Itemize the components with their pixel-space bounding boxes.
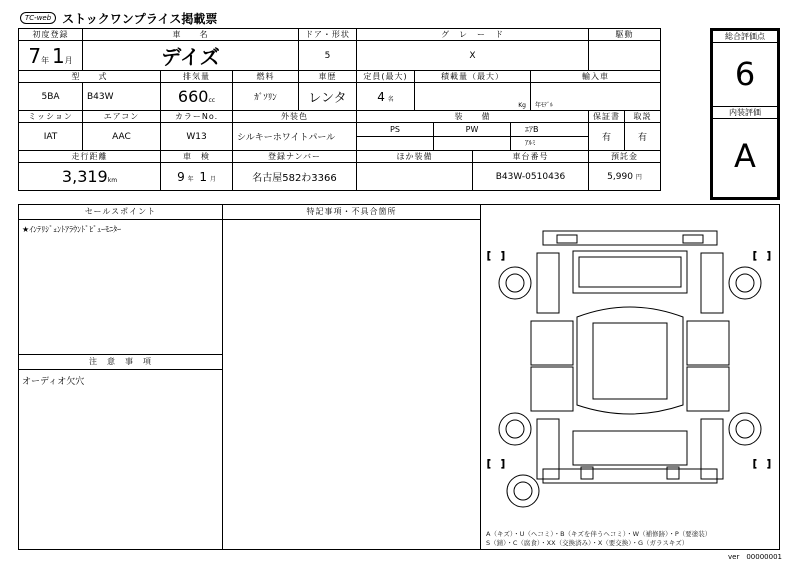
rear-bumper-icon [543, 469, 717, 483]
sales-point-text: ★ｲﾝﾃﾘｼﾞｪﾝﾄｱﾗｳﾝﾄﾞﾋﾞｭｰﾓﾆﾀｰ [22, 225, 122, 234]
model-prefix: 5BA [19, 83, 83, 111]
equip-alloy: ｱﾙﾐ [525, 139, 536, 147]
label-grade: グ レ ー ド [357, 29, 589, 41]
label-color: 外装色 [233, 111, 357, 123]
legend [486, 530, 711, 548]
door-front-left-icon [531, 321, 573, 365]
interior-score: A [734, 137, 756, 175]
inspection: 9 年 1 月 [161, 163, 233, 191]
header [20, 10, 217, 26]
front-lamp-left-icon [557, 235, 577, 243]
page-title: ストックワンプライス掲載票 [62, 11, 218, 26]
grade: X [357, 41, 589, 71]
mileage: 3,319km [19, 163, 161, 191]
label-mileage: 走行距離 [19, 151, 161, 163]
manual: 有 [625, 123, 661, 151]
label-load: 積載量（最大） [415, 71, 531, 83]
equip-empty-2 [434, 137, 511, 150]
score-box [710, 28, 780, 200]
label-first-reg: 初度登録 [19, 29, 83, 41]
roof-icon [593, 323, 667, 399]
equip-empty-1 [357, 137, 434, 150]
notes-label: 特記事項・不具合箇所 [223, 205, 480, 220]
color-no: W13 [161, 123, 233, 151]
displacement: 660cc [161, 83, 233, 111]
chassis-number: B43W-0510436 [473, 163, 589, 191]
version: ver 00000001 [728, 553, 782, 561]
bracket-rear-left-icon: [ ] [487, 459, 505, 470]
import-car: 年ﾓﾃﾞﾙ [531, 83, 661, 111]
wheel-front-left-icon [499, 267, 531, 299]
label-capacity: 定員(最大) [357, 71, 415, 83]
aircon: AAC [83, 123, 161, 151]
overall-score-label: 総合評価点 [713, 31, 777, 43]
caution-label: 注 意 事 項 [19, 355, 222, 370]
tc-web-logo: TC-web [20, 12, 56, 24]
bracket-rear-right-icon: [ ] [753, 459, 771, 470]
label-fuel: 燃料 [233, 71, 299, 83]
capacity: 4 名 [357, 83, 415, 111]
sales-point-label: セールスポイント [19, 205, 222, 220]
label-warranty: 保証書 [589, 111, 625, 123]
caution-text: オーディオ欠穴 [22, 377, 85, 387]
label-other-equip: ほか装備 [357, 151, 473, 163]
spare-wheel-icon [507, 475, 539, 507]
label-import: 輸入車 [531, 71, 661, 83]
wheel-front-right-icon [729, 267, 761, 299]
fender-front-right-icon [701, 253, 723, 313]
vehicle-info-table [18, 28, 661, 191]
mission: IAT [19, 123, 83, 151]
equip-pw: PW [434, 123, 511, 137]
history: レンタ [299, 83, 357, 111]
label-aircon: エアコン [83, 111, 161, 123]
label-drive: 駆動 [589, 29, 661, 41]
label-equipment: 装 備 [357, 111, 589, 123]
label-inspection: 車 検 [161, 151, 233, 163]
equip-airbag: ｴｱB [511, 123, 588, 137]
equipment-grid [357, 123, 589, 151]
sales-point-panel [19, 205, 223, 355]
label-plate: 登録ナンバー [233, 151, 357, 163]
deposit: 5,990 円 [589, 163, 661, 191]
front-lamp-right-icon [683, 235, 703, 243]
label-car-name: 車 名 [83, 29, 299, 41]
legend-line-2: S（錆）・C（腐食）・XX（交換済み）・X（要交換）・G（ガラスキズ） [486, 539, 689, 547]
wheel-rear-right-icon [729, 413, 761, 445]
label-chassis: 車台番号 [473, 151, 589, 163]
bracket-front-right-icon: [ ] [753, 251, 771, 262]
overall-score: 6 [713, 43, 777, 107]
fuel: ｶﾞｿﾘﾝ [233, 83, 299, 111]
fender-rear-right-icon [701, 419, 723, 479]
label-displacement: 排気量 [161, 71, 233, 83]
label-history: 車歴 [299, 71, 357, 83]
equip-ps: PS [357, 123, 434, 137]
car-name: デイズ [83, 41, 299, 71]
doors: 5 [299, 41, 357, 71]
fender-front-left-icon [537, 253, 559, 313]
door-rear-right-icon [687, 367, 729, 411]
wheel-rear-left-icon [499, 413, 531, 445]
label-mission: ミッション [19, 111, 83, 123]
label-manual: 取説 [625, 111, 661, 123]
label-door-shape: ドア・形状 [299, 29, 357, 41]
model-code: B43W [83, 83, 161, 111]
car-diagram [481, 205, 779, 549]
notes-panel [223, 205, 481, 549]
interior-score-label: 内装評価 [713, 107, 777, 119]
door-rear-left-icon [531, 367, 573, 411]
fender-rear-left-icon [537, 419, 559, 479]
bracket-front-left-icon: [ ] [487, 251, 505, 262]
label-color-no: カラーNo. [161, 111, 233, 123]
lower-section [18, 204, 780, 550]
caution-panel [19, 355, 223, 549]
other-equipment [357, 163, 473, 191]
label-deposit: 預託金 [589, 151, 661, 163]
exterior-color: シルキーホワイトパール [233, 123, 357, 151]
plate-number: 名古屋582わ3366 [233, 163, 357, 191]
rear-panel-icon [573, 431, 687, 465]
load-capacity: Kg [415, 83, 531, 111]
warranty: 有 [589, 123, 625, 151]
label-model: 型 式 [19, 71, 161, 83]
legend-line-1: A（キズ）・U（ヘコミ）・B（キズを伴うヘコミ）・W（補修跡）・P（要塗装） [486, 530, 712, 538]
door-front-right-icon [687, 321, 729, 365]
hood-inner-icon [579, 257, 681, 287]
first-registration: 7年 1月 [19, 41, 83, 71]
drive [589, 41, 661, 71]
